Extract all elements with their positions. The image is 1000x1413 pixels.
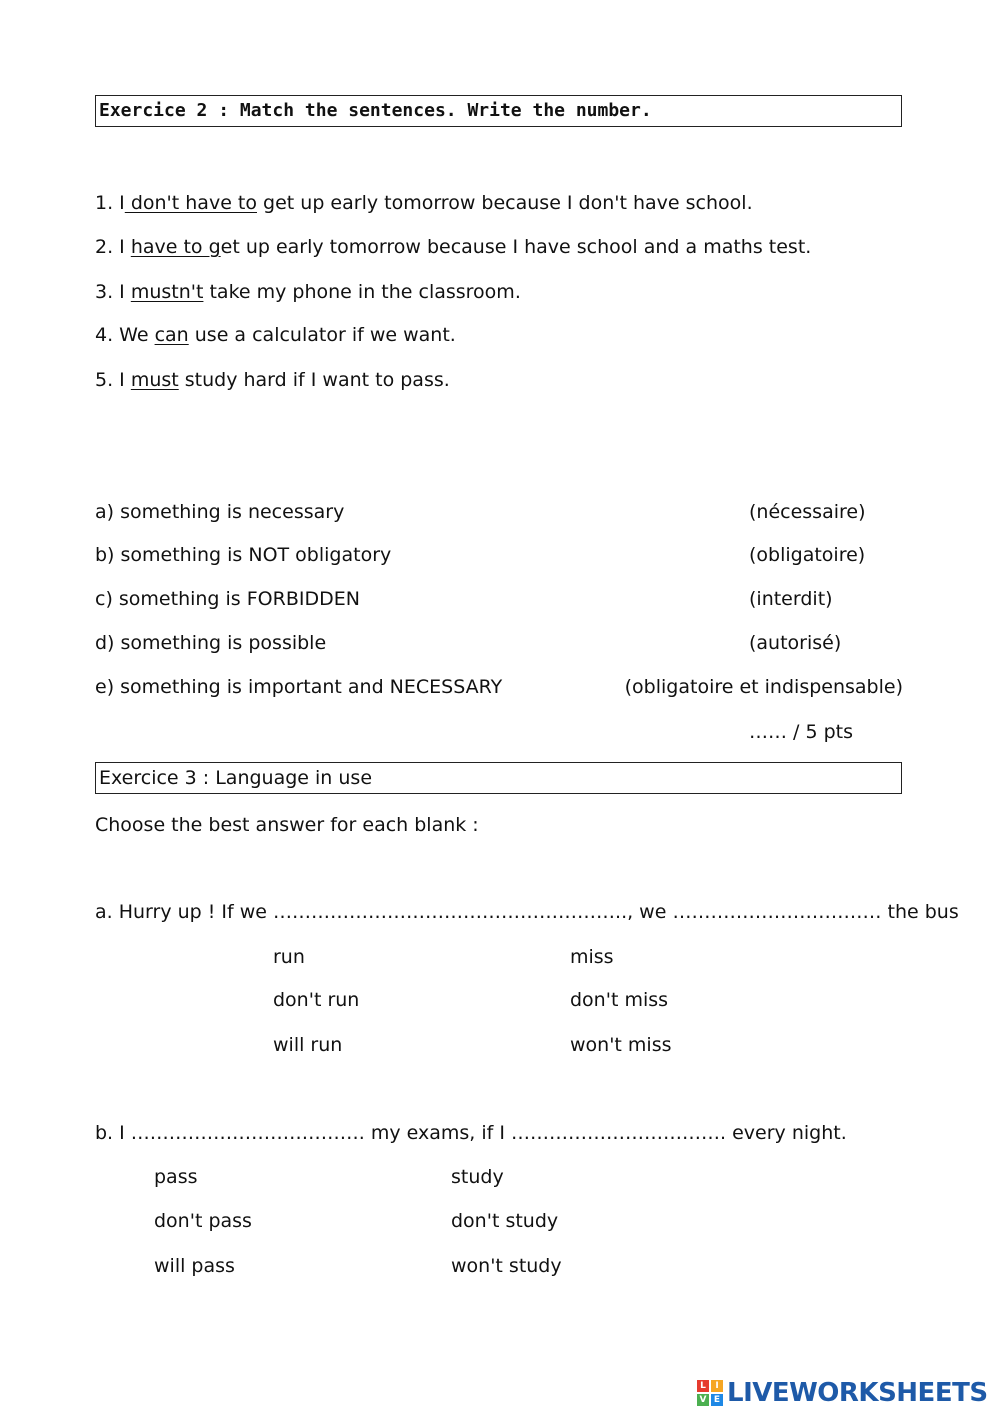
underlined-modal: mustn't <box>130 281 204 303</box>
question-b-option[interactable]: won't study <box>451 1255 562 1277</box>
logo-tile: I <box>711 1380 723 1392</box>
exercise2-title-box <box>95 95 902 127</box>
meaning-a-french: (nécessaire) <box>749 501 866 523</box>
sentence-1: 1. I don't have to get up early tomorrow because I don't have school. <box>95 192 753 214</box>
question-a-option[interactable]: will run <box>273 1034 343 1056</box>
sentence-3: 3. I mustn't take my phone in the classroom. <box>95 281 521 303</box>
question-a-option[interactable]: won't miss <box>570 1034 672 1056</box>
question-a-option[interactable]: run <box>273 946 305 968</box>
logo-tile: V <box>697 1394 709 1406</box>
question-b-option[interactable]: don't pass <box>154 1210 252 1232</box>
meaning-b: b) something is NOT obligatory <box>95 544 392 566</box>
exercise3-title: Exercice 3 : Language in use <box>99 767 373 789</box>
meaning-b-french: (obligatoire) <box>749 544 866 566</box>
sentence-2: 2. I have to get up early tomorrow because I have school and a maths test. <box>95 236 812 258</box>
logo-tile: E <box>711 1394 723 1406</box>
question-b-prompt: b. I ………………………………. my exams, if I ……………………………. every night. <box>95 1122 847 1144</box>
question-a-option[interactable]: don't miss <box>570 989 669 1011</box>
sentence-5: 5. I must study hard if I want to pass. <box>95 369 450 391</box>
underlined-modal: can <box>154 324 189 346</box>
meaning-c-french: (interdit) <box>749 588 833 610</box>
underlined-modal: have to g <box>130 236 221 258</box>
question-a-option[interactable]: miss <box>570 946 614 968</box>
question-b-option[interactable]: don't study <box>451 1210 559 1232</box>
question-a-option[interactable]: don't run <box>273 989 360 1011</box>
exercise3-instruction: Choose the best answer for each blank : <box>95 814 479 836</box>
meaning-e: e) something is important and NECESSARY <box>95 676 503 698</box>
sentence-4: 4. We can use a calculator if we want. <box>95 324 456 346</box>
exercise3-title-box <box>95 762 902 794</box>
meaning-a: a) something is necessary <box>95 501 345 523</box>
exercise2-title: Exercice 2 : Match the sentences. Write the number. <box>99 100 652 121</box>
liveworksheets-logo <box>697 1378 988 1408</box>
question-b-option[interactable]: pass <box>154 1166 198 1188</box>
logo-text: LIVEWORKSHEETS <box>727 1378 988 1408</box>
underlined-modal: don't have to <box>124 192 257 214</box>
question-b-option[interactable]: will pass <box>154 1255 235 1277</box>
meaning-d: d) something is possible <box>95 632 327 654</box>
underlined-modal: must <box>130 369 179 391</box>
logo-tile: L <box>697 1380 709 1392</box>
logo-tiles-icon <box>697 1380 723 1406</box>
question-a-prompt: a. Hurry up ! If we ……………………………………………….., we …………………………… the bus <box>95 901 959 923</box>
question-b-option[interactable]: study <box>451 1166 504 1188</box>
meaning-e-french: (obligatoire et indispensable) <box>624 676 903 698</box>
meaning-d-french: (autorisé) <box>749 632 842 654</box>
exercise2-score: …… / 5 pts <box>749 721 854 743</box>
meaning-c: c) something is FORBIDDEN <box>95 588 360 610</box>
